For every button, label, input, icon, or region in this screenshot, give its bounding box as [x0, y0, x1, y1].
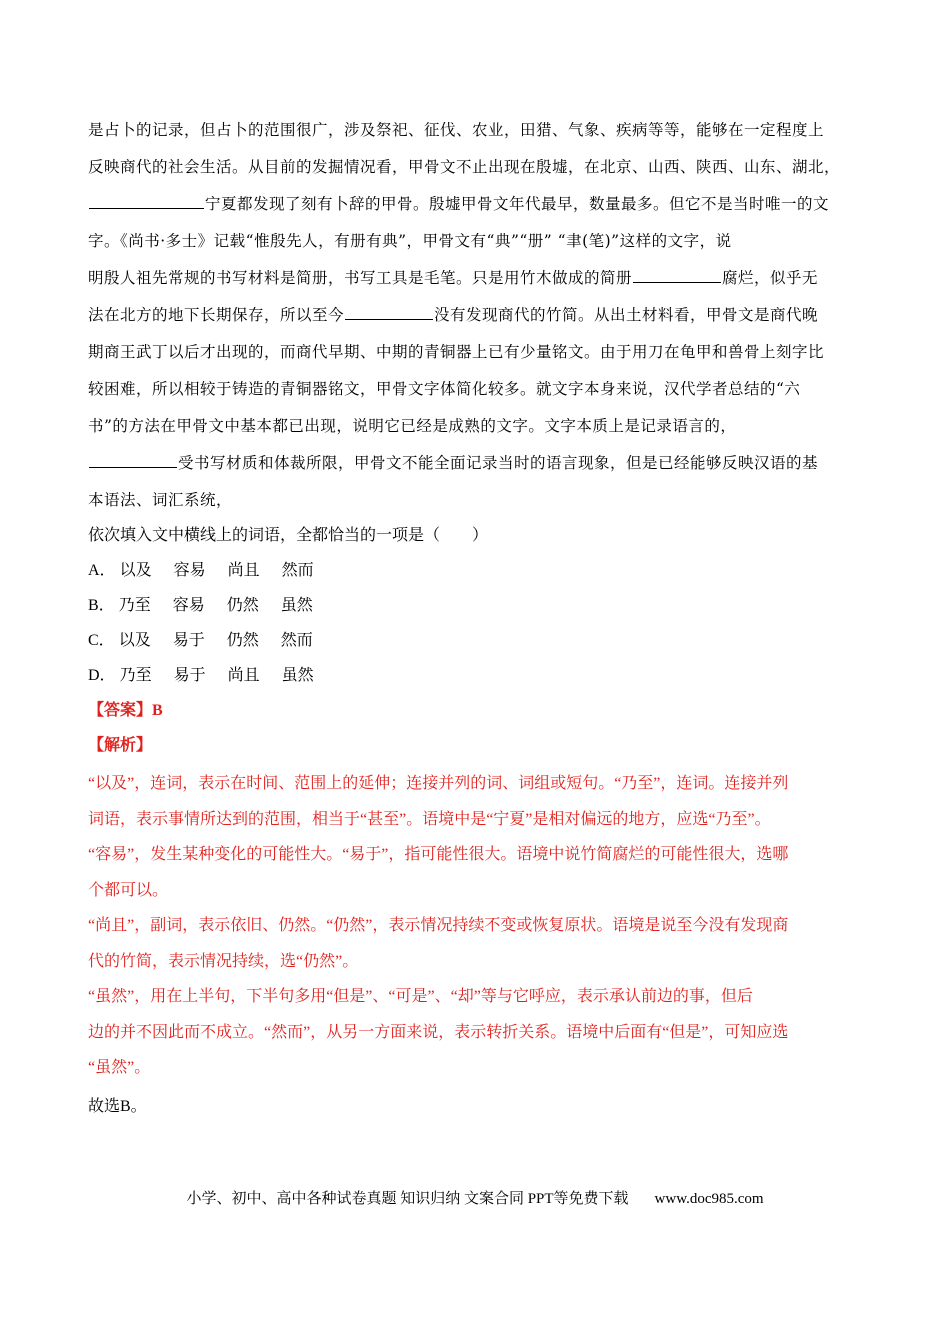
- passage-line: 字。《尚书·多士》记载“惟殷先人，有册有典”，甲骨文有“典”“册” “聿(笔)”这样的文字，说: [88, 232, 732, 250]
- passage-line: [88, 297, 878, 334]
- passage-text: 腐烂，似乎无: [722, 269, 819, 287]
- fill-blank: [633, 268, 721, 283]
- footer-site-link[interactable]: www.doc985.com: [654, 1191, 764, 1207]
- option-word: 乃至: [118, 597, 151, 614]
- option-word: 以及: [119, 562, 152, 579]
- page-footer: [0, 1187, 950, 1208]
- analysis-label: 【解析】: [88, 737, 153, 754]
- passage-line: [88, 445, 878, 482]
- option-d: [88, 658, 878, 693]
- conclusion: 故选B。: [88, 1098, 147, 1115]
- analysis-line: 个都可以。: [88, 881, 169, 899]
- analysis-line: “虽然”，用在上半句，下半句多用“但是”、“可是”、“却”等与它呼应，表示承认前边的事，但后: [88, 988, 753, 1005]
- fill-blank: [345, 305, 433, 320]
- option-a: [88, 553, 878, 588]
- passage-text: 受书写材质和体裁所限，甲骨文不能全面记录当时的语言现象，但是已经能够反映汉语的基: [178, 454, 819, 472]
- option-word: 仍然: [226, 597, 259, 614]
- analysis-line: 边的并不因此而不成立。“然而”，从另一方面来说，表示转折关系。语境中后面有“但是”，可知应选: [88, 1023, 789, 1041]
- analysis-line: “容易”，发生某种变化的可能性大。“易于”，指可能性很大。语境中说竹简腐烂的可能性很大，选哪: [88, 846, 789, 863]
- footer-text: 小学、初中、高中各种试卷真题 知识归纳 文案合同 PPT等免费下载: [186, 1191, 629, 1207]
- answer-label: 【答案】: [88, 702, 153, 719]
- passage-line: [88, 186, 878, 223]
- option-letter: D．: [88, 667, 116, 684]
- option-c: [88, 623, 878, 658]
- passage-text: 没有发现商代的竹简。从出土材料看，甲骨文是商代晚: [434, 306, 819, 324]
- option-word: 尚且: [227, 562, 260, 579]
- option-word: 容易: [172, 597, 205, 614]
- analysis-line: 代的竹简，表示情况持续，选“仍然”。: [88, 952, 359, 970]
- passage-line: 期商王武丁以后才出现的，而商代早期、中期的青铜器上已有少量铭文。由于用刀在龟甲和兽骨上刻字比: [88, 343, 825, 361]
- passage-text: 法在北方的地下长期保存，所以至今: [88, 306, 345, 324]
- question-block: [88, 518, 878, 763]
- answer-value: B: [152, 702, 163, 719]
- analysis-line: “虽然”。: [88, 1059, 151, 1076]
- analysis-body: [88, 766, 878, 1086]
- passage-line: 较困难，所以相较于铸造的青铜器铭文，甲骨文字体简化较多。就文字本身来说，汉代学者总结的“六: [88, 380, 801, 398]
- answer-line: [88, 693, 878, 728]
- passage-line: 反映商代的社会生活。从目前的发掘情况看，甲骨文不止出现在殷墟，在北京、山西、陕西、山东、湖北，: [88, 158, 841, 176]
- analysis-line: “尚且”，副词，表示依旧、仍然。“仍然”，表示情况持续不变或恢复原状。语境是说至今没有发现商: [88, 917, 789, 934]
- fill-blank: [89, 194, 204, 209]
- analysis-line: “以及”，连词，表示在时间、范围上的延伸；连接并列的词、词组或短句。“乃至”，连词。连接并列: [88, 775, 789, 792]
- option-b: [88, 588, 878, 623]
- option-word: 易于: [173, 667, 206, 684]
- option-word: 易于: [172, 632, 205, 649]
- passage-line: [88, 260, 878, 297]
- analysis-heading: [88, 728, 878, 763]
- option-word: 尚且: [227, 667, 260, 684]
- analysis-line: 词语，表示事情所达到的范围，相当于“甚至”。语境中是“宁夏”是相对偏远的地方，应选“乃至”。: [88, 810, 771, 828]
- option-word: 容易: [173, 562, 206, 579]
- fill-blank: [89, 453, 177, 468]
- passage-line: 本语法、词汇系统，: [88, 491, 233, 509]
- passage-line: 是占卜的记录，但占卜的范围很广，涉及祭祀、征伐、农业，田猎、气象、疾病等等，能够在一定程度上: [88, 121, 825, 139]
- question-stem: 依次填入文中横线上的词语，全都恰当的一项是（ ）: [88, 527, 489, 544]
- passage-line: 书”的方法在甲骨文中基本都已出现，说明它已经是成熟的文字。文字本质上是记录语言的，: [88, 417, 737, 435]
- option-letter: A．: [88, 562, 116, 579]
- option-word: 然而: [280, 632, 313, 649]
- reading-passage: [88, 112, 878, 519]
- option-word: 仍然: [226, 632, 259, 649]
- passage-text: 明殷人祖先常规的书写材料是简册，书写工具是毛笔。只是用竹木做成的简册: [88, 269, 633, 287]
- option-letter: B．: [88, 597, 115, 614]
- option-word: 乃至: [119, 667, 152, 684]
- option-word: 然而: [281, 562, 314, 579]
- option-word: 以及: [118, 632, 151, 649]
- passage-text: 宁夏都发现了刻有卜辞的甲骨。殷墟甲骨文年代最早，数量最多。但它不是当时唯一的文: [205, 195, 830, 213]
- option-word: 虽然: [280, 597, 313, 614]
- option-word: 虽然: [281, 667, 314, 684]
- option-letter: C．: [88, 632, 115, 649]
